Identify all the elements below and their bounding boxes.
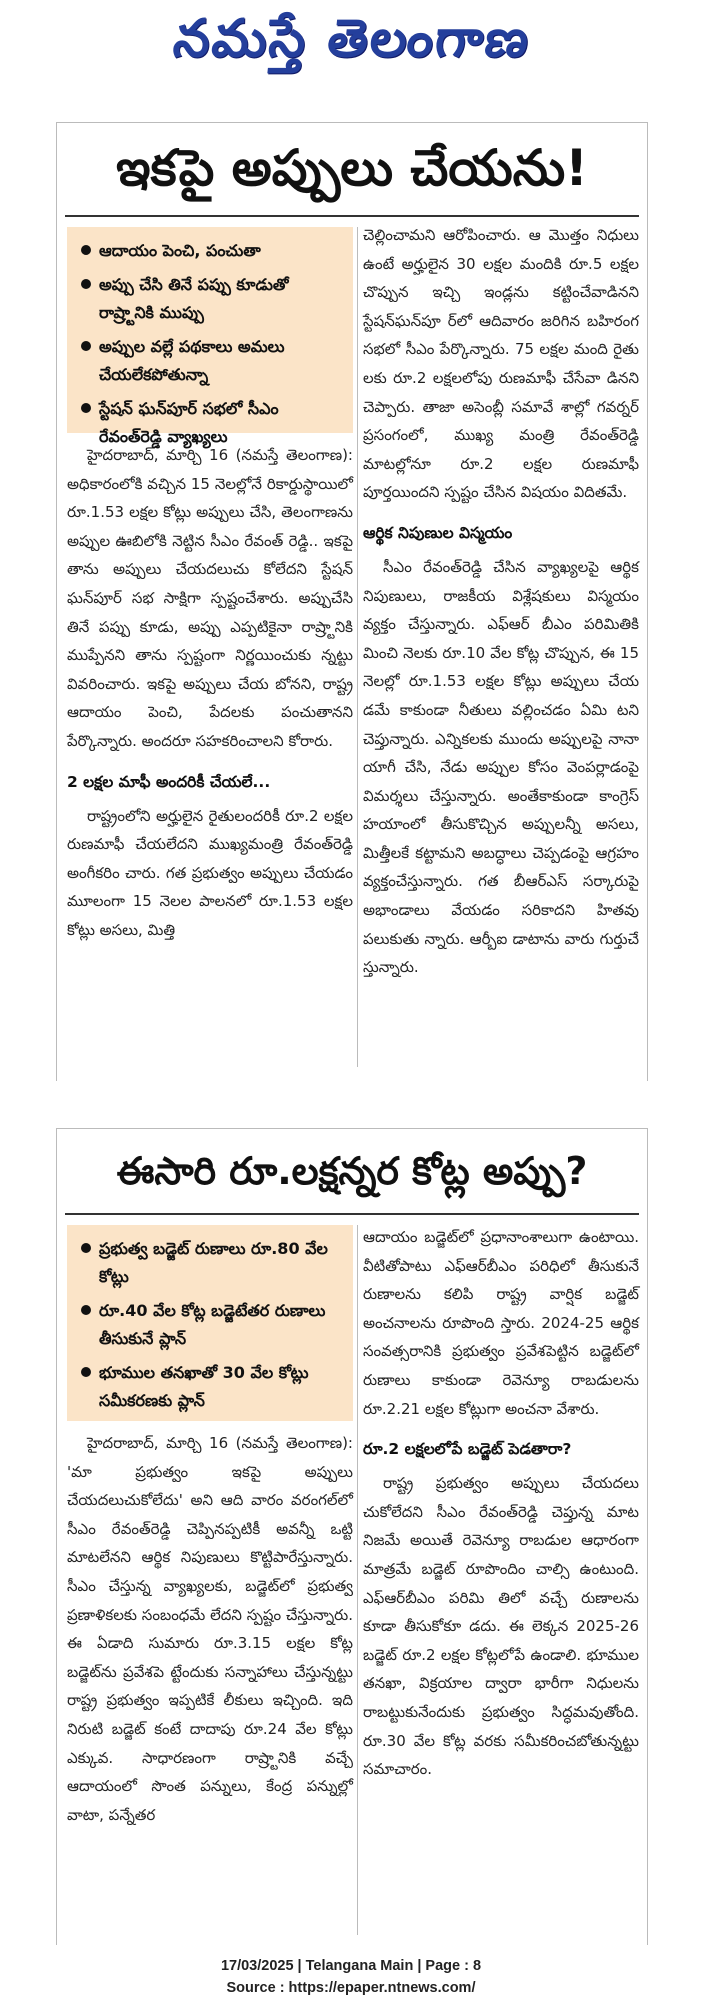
article-2-headline: ఈసారి రూ.లక్షన్నర కోట్ల అప్పు? <box>116 1149 588 1193</box>
highlight-item: భూముల తనఖాతో 30 వేల కోట్లు సమీకరణకు ప్లాన్ <box>77 1359 343 1415</box>
paragraph: రాష్ట్ర ప్రభుత్వం అప్పులు చేయదలు చుకోలేదని సీఎం రేవంత్‌రెడ్డి చెప్తున్న మాట నిజమే అయితే రెవెన్యూ రాబడుల ఆధారంగా మాత్రమే బడ్జెట్ రూపొందిం చాల్సి ఉంటుంది. ఎఫ్‌ఆర్‌బీఎం పరిమి తిలో వచ్చే రుణాలను కూడా తీసుకోకూ డదు. ఈ లెక్కన 2025-26 బడ్జెట్ రూ.2 లక్షల కోట్లలోపే ఉండాలి. భూముల తనఖా, విక్రయాల ద్వారా భారీగా నిధులను రాబట్టుకునేందుకు ప్రభుత్వం సిద్ధమవుతోంది. రూ.30 వేల కోట్ల వరకు సమీకరించబోతున్నట్టు సమాచారం. <box>363 1474 639 1779</box>
bullet-icon <box>81 403 91 413</box>
bullet-icon <box>81 279 91 289</box>
article-1-headline: ఇకపై అప్పులు చేయను! <box>116 139 588 197</box>
paragraph: హైదరాబాద్, మార్చి 16 (నమస్తే తెలంగాణ): 'మా ప్రభుత్వం ఇకపై అప్పులు చేయదలుచుకోలేదు' అని ఆది వారం వరంగల్‌లో సీఎం రేవంత్‌రెడ్డి చెప్పినప్పటికీ అవన్నీ ఒట్టి మాటలేనని ఆర్థిక నిపుణులు కొట్టిపారేస్తున్నారు. సీఎం చేస్తున్న వ్యాఖ్యలకు, బడ్జెట్‌లో ప్రభుత్వ ప్రణాళికలకు సంబంధమే లేదని స్పష్టం చేస్తున్నారు. ఈ ఏడాది సుమారు రూ.3.15 లక్షల కోట్ల బడ్జెట్‌ను ప్రవేశపె ట్టేందుకు సన్నాహాలు చేస్తున్నట్టు రాష్ట్ర ప్రభుత్వం ఇప్పటికే లీకులు ఇచ్చింది. ఇది నిరుటి బడ్జెట్ కంటే దాదాపు రూ.24 వేల కోట్లు ఎక్కువ. సాధారణంగా రాష్ర్టానికి వచ్చే ఆదాయంలో సొంత పన్నులు, కేంద్ర పన్నుల్లో వాటా, పన్నేతర <box>67 1434 353 1824</box>
masthead <box>0 0 702 88</box>
article-1-highlights-box <box>67 227 353 446</box>
highlight-item: ఆదాయం పెంచి, పంచుతా <box>77 237 343 265</box>
article-1-subhead-left: 2 లక్షల మాఫీ అందరికీ చేయలే... <box>67 772 271 791</box>
article-2-left-column <box>67 1429 353 1835</box>
bullet-icon <box>81 1367 91 1377</box>
highlight-item: అప్పుల వల్లే పథకాలు అమలు చేయలేకపోతున్నా <box>77 333 343 389</box>
bullet-icon <box>81 245 91 255</box>
article-2-highlights-box <box>67 1225 353 1421</box>
article-1-right-column <box>363 221 639 988</box>
paragraph: చెల్లించామని ఆరోపించారు. ఆ మొత్తం నిధులు ఉంటే అర్హులైన 30 లక్షల మందికి రూ.5 లక్షల చొప్పున ఇచ్చి ఇండ్లను కట్టించేవాడినని స్టేషన్‌ఘన్‌పూ ర్‌లో ఆదివారం జరిగిన బహిరంగ సభలో సీఎం పేర్కొన్నారు. 75 లక్షల మంది రైతు లకు రూ.2 లక్షలలోపు రుణమాఫీ చేసేవా డినని చెప్పారు. తాజా అసెంబ్లీ సమావే శాల్లో గవర్నర్ ప్రసంగంలో, ముఖ్య మంత్రి రేవంత్‌రెడ్డి మాటల్లోనూ రూ.2 లక్షల రుణమాఫీ పూర్తయిందని స్పష్టం చేసిన విషయం విదితమే. <box>363 226 639 502</box>
article-1 <box>56 122 648 1081</box>
headline-divider <box>65 1213 639 1215</box>
article-2-right-column <box>363 1223 639 1790</box>
column-divider <box>357 227 358 1067</box>
headline-divider <box>65 215 639 217</box>
article-1-left-column <box>67 441 353 951</box>
paragraph: హైదరాబాద్, మార్చి 16 (నమస్తే తెలంగాణ): అధికారంలోకి వచ్చిన 15 నెలల్లోనే రికార్డుస్థాయిలో రూ.1.53 లక్షల కోట్లు అప్పులు చేసి, తెలంగాణను అప్పుల ఊబిలోకి నెట్టిన సీఎం రేవంత్ రెడ్డి.. ఇకపై తాను అప్పులు చేయదలుచు కోలేదని స్టేషన్ ఘన్‌పూర్ సభ సాక్షిగా స్పష్టంచేశారు. అప్పుచేసి తినే పప్పు కూడు, అప్పు ఎప్పటికైనా రాష్ర్టానికి ముప్పేనని తాను స్పష్టంగా నిర్ణయించుకు న్నట్టు వివరించారు. ఇకపై అప్పులు చేయ బోనని, రాష్ట్ర ఆదాయం పెంచి, పేదలకు పంచుతానని పేర్కొన్నారు. అందరూ సహకరించాలని కోరారు. <box>67 446 353 750</box>
article-2-subhead-right: రూ.2 లక్షలలోపే బడ్జెట్ పెడతారా? <box>363 1440 572 1459</box>
column-divider <box>357 1225 358 1935</box>
bullet-icon <box>81 341 91 351</box>
highlight-item: రూ.40 వేల కోట్ల బడ్జెటేతర రుణాలు తీసుకునే ప్లాన్ <box>77 1297 343 1353</box>
highlight-item: స్టేషన్ ఘన్‌పూర్ సభలో సీఎం రేవంత్‌రెడ్డి వ్యాఖ్యలు <box>77 395 343 451</box>
paragraph: రాష్ట్రంలోని అర్హులైన రైతులందరికీ రూ.2 లక్షల రుణమాఫీ చేయలేదని ముఖ్యమంత్రి రేవంత్‌రెడ్డి అంగీకరిం చారు. గత ప్రభుత్వం అప్పులు చేయడం మూలంగా 15 నెలల పాలనలో రూ.1.53 లక్షల కోట్లు అసలు, మిత్తి <box>67 806 353 939</box>
footer-date-page: 17/03/2025 | Telangana Main | Page : 8 <box>220 1958 482 1974</box>
newspaper-logo: నమస్తే తెలంగాణ <box>170 8 534 69</box>
bullet-icon <box>81 1243 91 1253</box>
paragraph: ఆదాయం బడ్జెట్‌లో ప్రధానాంశాలుగా ఉంటాయి. వీటితోపాటు ఎఫ్‌ఆర్‌బీఎం పరిధిలో తీసుకునే రుణాలను కలిపి రాష్ట్ర వార్షిక బడ్జెట్ అంచనాలను రూపొంది స్తారు. 2024-25 ఆర్థిక సంవత్సరానికి ప్రభుత్వం ప్రవేశపెట్టిన బడ్జెట్‌లో రుణాలు కాకుండా రెవెన్యూ రాబడులను రూ.2.21 లక్షల కోట్లుగా అంచనా వేశారు. <box>363 1228 639 1418</box>
highlight-item: ప్రభుత్వ బడ్జెట్ రుణాలు రూ.80 వేల కోట్లు <box>77 1235 343 1291</box>
footer-source: Source : https://epaper.ntnews.com/ <box>226 1980 476 1996</box>
highlight-item: అప్పు చేసి తినే పప్పు కూడుతో రాష్ర్టానికి ముప్పు <box>77 271 343 327</box>
bullet-icon <box>81 1305 91 1315</box>
paragraph: సీఎం రేవంత్‌రెడ్డి చేసిన వ్యాఖ్యలపై ఆర్థిక నిపుణులు, రాజకీయ విశ్లేషకులు విస్మయం వ్యక్తం చేస్తున్నారు. ఎఫ్‌ఆర్ బీఎం పరిమితికి మించి నెలకు రూ.10 వేల కోట్ల చొప్పున, ఈ 15 నెలల్లో రూ.1.53 లక్షల కోట్లు అప్పులు చేయ డమే కాకుండా నీతులు వల్లించడం ఏమి టని చెప్తున్నారు. ఎన్నికలకు ముందు అప్పులపై నానా యాగీ చేసి, నేడు అప్పుల కోసం వెంపర్లాడంపై విమర్శలు చేస్తున్నారు. అంతేకాకుండా కాంగ్రెస్ హయాంలో తీసుకొచ్చిన అప్పులన్నీ అసలు, మిత్తీలకే కట్టామని అబద్ధాలు చెప్పడంపై ఆగ్రహం వ్యక్తంచేస్తున్నారు. గత బీఆర్‌ఎస్ సర్కారుపై అభాండాలు వేయడం సరికాదని హితవు పలుకుతు న్నారు. ఆర్బీఐ డాటాను వారు గుర్తుచే స్తున్నారు. <box>363 557 639 977</box>
article-1-subhead-right: ఆర్థిక నిపుణుల విస్మయం <box>363 523 513 542</box>
article-2 <box>56 1128 648 1945</box>
